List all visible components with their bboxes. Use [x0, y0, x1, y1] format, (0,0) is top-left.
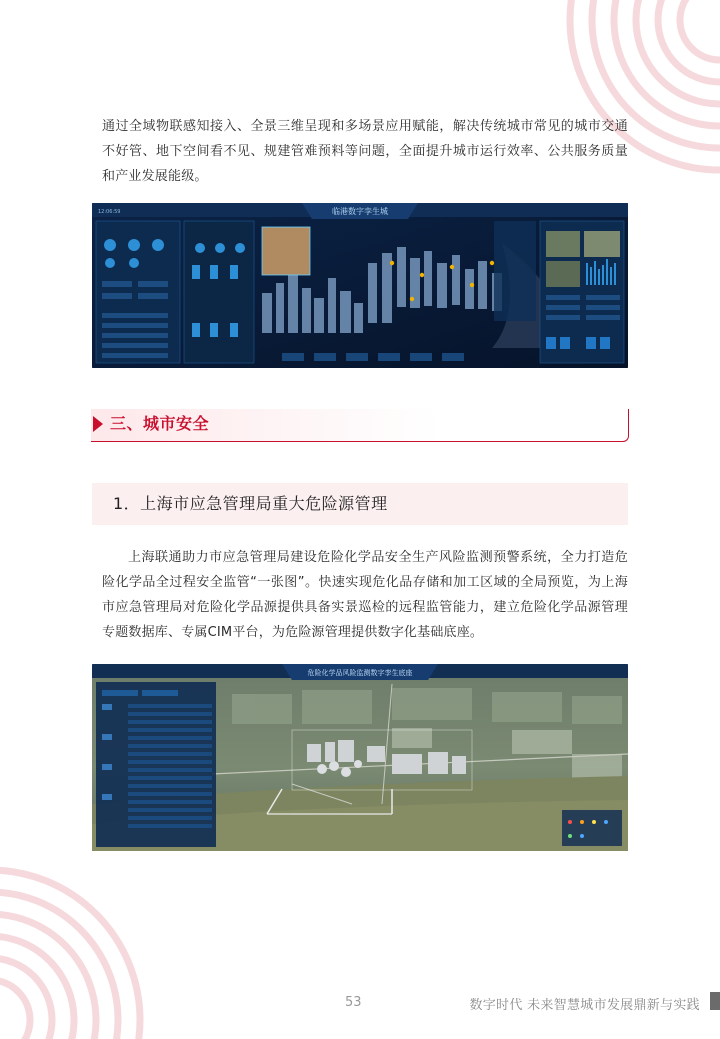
body-paragraph: 上海联通助力市应急管理局建设危险化学品安全生产风险监测预警系统，全力打造危险化学品全过程安全监管“一张图”。快速实现危化品存储和加工区域的全局预览，为上海市应急管理局对危险化学品源提供具备实景巡检的远程监管能力，建立危险化学品源管理专题数据库、专属CIM平台，为危险源管理提供数字化基础底座。 [102, 550, 628, 640]
decorative-arcs-bottom-left [0, 820, 170, 1039]
dashboard-illustration [92, 203, 628, 368]
figure2-title: 危险化学品风险监测数字孪生底座 [307, 669, 413, 677]
figure1-time: 12:06:59 [98, 209, 121, 215]
subsection-title: 1．上海市应急管理局重大危险源管理 [113, 494, 388, 513]
footer-marker [710, 992, 720, 1010]
figure-digital-twin-city [92, 203, 628, 368]
footer-doc-title: 数字时代 未来智慧城市发展鼎新与实践 [469, 998, 700, 1013]
section-arrow-icon [93, 416, 103, 432]
intro-paragraph: 通过全域物联感知接入、全景三维呈现和多场景应用赋能，解决传统城市常见的城市交通不好管、地下空间看不见、规建管难预料等问题，全面提升城市运行效率、公共服务质量和产业发展能级。 [102, 119, 628, 184]
figure-hazard-chemicals-twin [92, 664, 628, 851]
figure1-title: 临港数字孪生城 [332, 207, 388, 216]
page-number: 53 [345, 995, 362, 1010]
section-title: 三、城市安全 [110, 414, 210, 433]
aerial-illustration [92, 664, 628, 851]
